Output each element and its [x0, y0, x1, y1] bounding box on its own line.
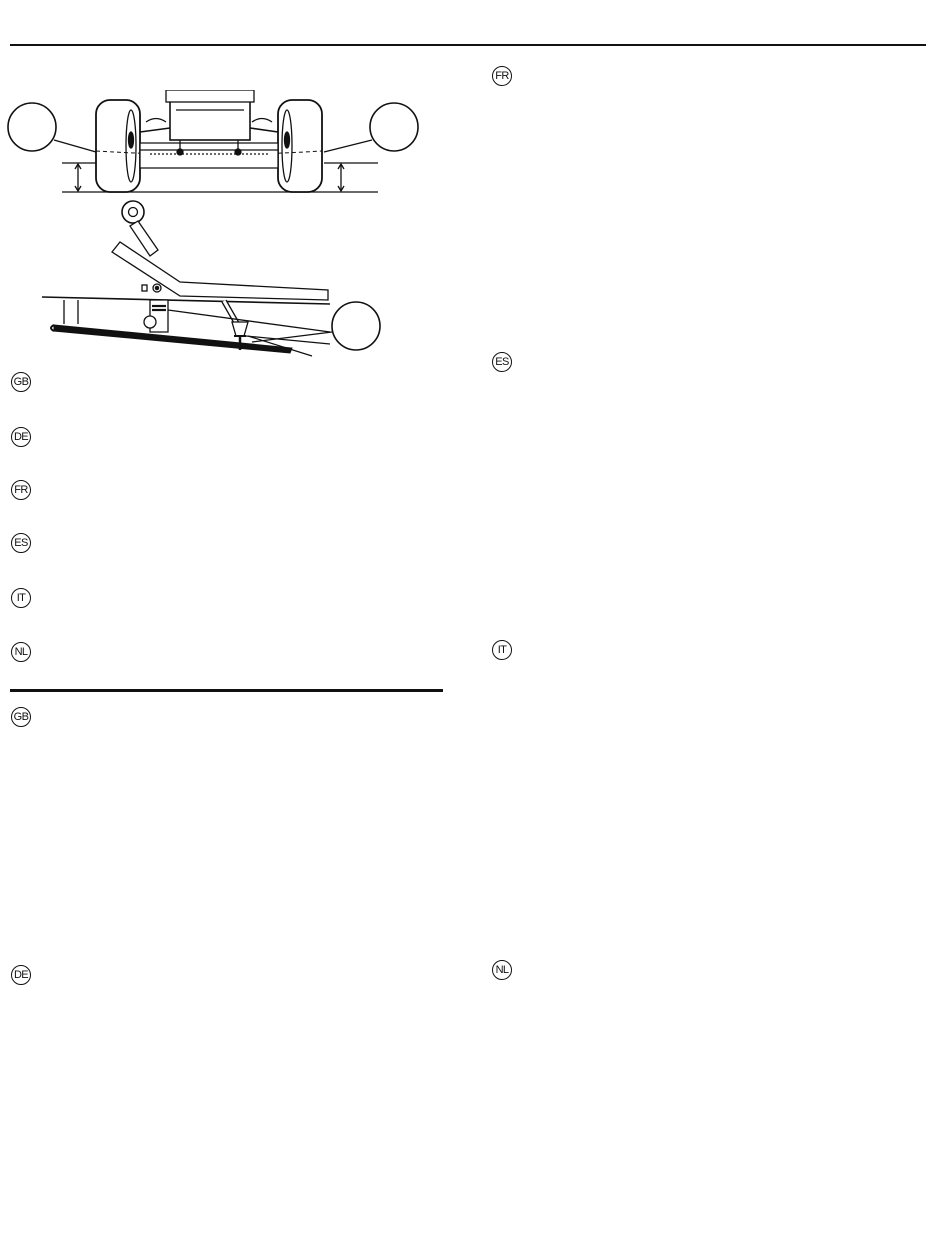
legend-badge-es: ES [11, 533, 31, 553]
legend-badge-it: IT [11, 588, 31, 608]
legend-badge-fr: FR [11, 480, 31, 500]
legend-badge-nl: NL [11, 642, 31, 662]
section-badge-gb: GB [11, 707, 31, 727]
side-view [42, 201, 380, 356]
section-badge-de: DE [11, 965, 31, 985]
callout-circle-right [370, 103, 418, 151]
section-badge-fr: FR [492, 66, 512, 86]
callout-circle-left [8, 103, 56, 151]
section-badge-nl: NL [492, 960, 512, 980]
section-badge-es: ES [492, 352, 512, 372]
section-rule [10, 689, 443, 692]
top-rule [10, 44, 926, 46]
mower-illustration [0, 90, 440, 360]
callout-circle-side [332, 302, 380, 350]
section-badge-it: IT [492, 640, 512, 660]
legend-badge-de: DE [11, 427, 31, 447]
front-view [8, 90, 418, 192]
legend-badge-gb: GB [11, 372, 31, 392]
